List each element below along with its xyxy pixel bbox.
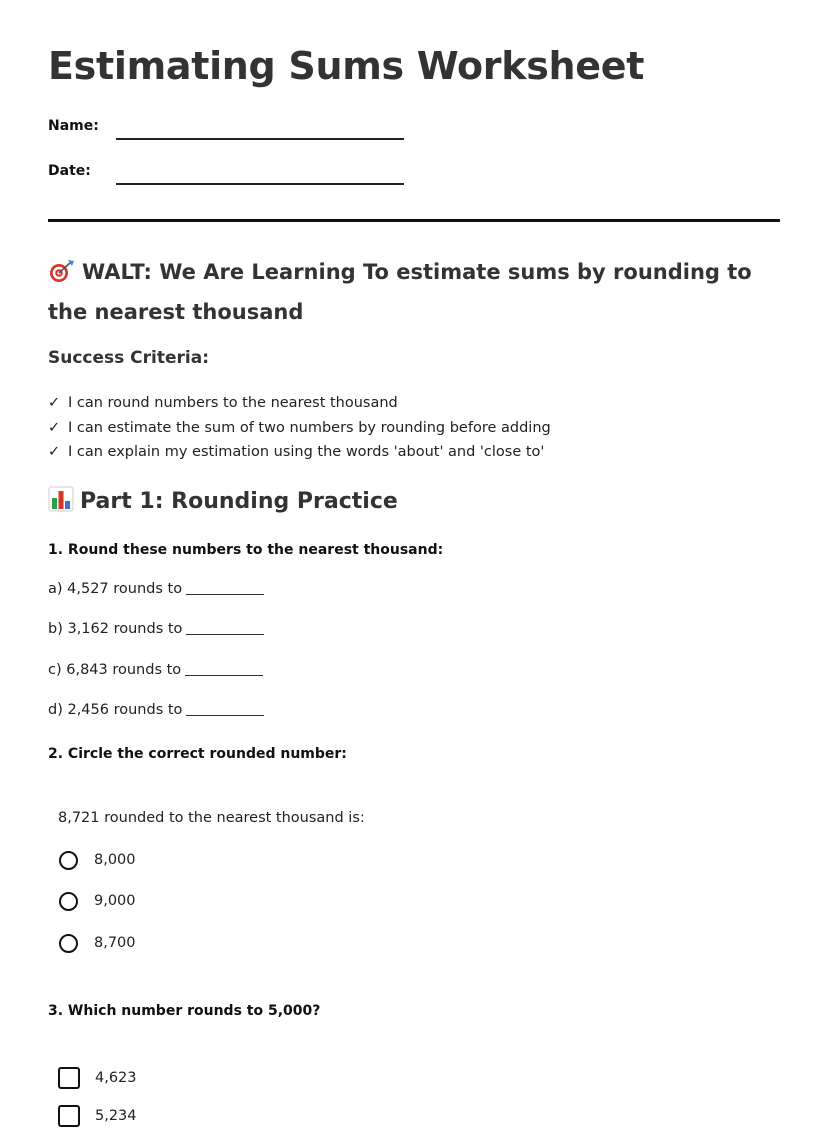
- radio-circle[interactable]: [59, 934, 78, 953]
- check-mark-icon: ✓: [48, 444, 61, 460]
- rounding-item-d: d) 2,456 rounds to: [48, 702, 264, 718]
- success-criteria-heading: Success Criteria:: [48, 348, 210, 368]
- rounding-item-c: c) 6,843 rounds to: [48, 662, 263, 678]
- name-label: Name:: [48, 118, 99, 134]
- header-divider: [48, 219, 780, 222]
- answer-blank[interactable]: [185, 675, 263, 676]
- check-mark-icon: ✓: [48, 395, 61, 411]
- criteria-item: ✓ I can explain my estimation using the words 'about' and 'close to': [48, 440, 551, 465]
- q2-option-1[interactable]: 8,000: [58, 848, 136, 872]
- q3-option-1[interactable]: 4,623: [58, 1066, 137, 1090]
- checkbox[interactable]: [58, 1105, 80, 1127]
- part1-heading: [48, 486, 398, 518]
- answer-blank[interactable]: [186, 594, 264, 595]
- bar-chart-icon: [48, 486, 74, 518]
- walt-text: WALT: We Are Learning To estimate sums by rounding to the nearest thousand: [48, 260, 752, 324]
- date-label: Date:: [48, 163, 91, 179]
- question-1-label: 1. Round these numbers to the nearest thousand:: [48, 542, 444, 558]
- target-dart-icon: [48, 258, 76, 294]
- rounding-item-b: b) 3,162 rounds to: [48, 621, 264, 637]
- radio-circle[interactable]: [59, 851, 78, 870]
- answer-blank[interactable]: [186, 634, 264, 635]
- question-2-prompt: 8,721 rounded to the nearest thousand is:: [58, 810, 365, 826]
- answer-blank[interactable]: [186, 715, 264, 716]
- question-2-label: 2. Circle the correct rounded number:: [48, 746, 347, 762]
- walt-heading: [48, 254, 788, 330]
- q3-option-2[interactable]: 5,234: [58, 1104, 137, 1128]
- part1-title: Part 1: Rounding Practice: [80, 489, 398, 514]
- check-mark-icon: ✓: [48, 419, 61, 436]
- q2-option-2[interactable]: 9,000: [58, 889, 136, 913]
- success-criteria-list: [48, 391, 551, 465]
- name-line[interactable]: [116, 138, 404, 140]
- radio-circle[interactable]: [59, 892, 78, 911]
- question-3-label: 3. Which number rounds to 5,000?: [48, 1003, 321, 1019]
- criteria-item: ✓ I can estimate the sum of two numbers by rounding before adding: [48, 416, 551, 441]
- page-title: Estimating Sums Worksheet: [48, 44, 645, 88]
- rounding-item-a: a) 4,527 rounds to: [48, 581, 264, 597]
- q2-option-3[interactable]: 8,700: [58, 931, 136, 955]
- checkbox[interactable]: [58, 1067, 80, 1089]
- criteria-item: ✓ I can round numbers to the nearest thousand: [48, 391, 551, 416]
- date-line[interactable]: [116, 183, 404, 185]
